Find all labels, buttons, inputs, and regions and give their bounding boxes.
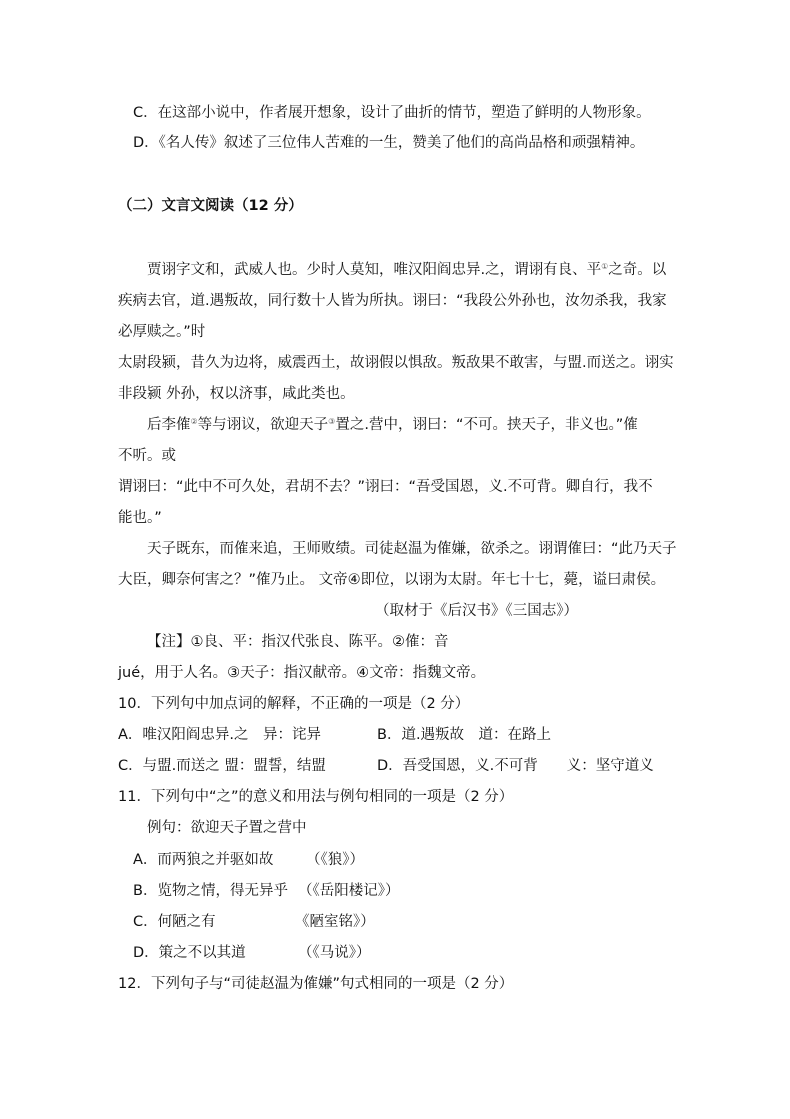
- notes-line: 【注】①良、平：指汉代张良、陈平。②傕：音: [147, 634, 449, 650]
- footnote-marker: ②: [190, 417, 198, 426]
- q11-option-b: B．览物之情，得无异乎: [133, 883, 288, 899]
- passage-line: 太尉段颍，昔久为边将，威震西土，故诩假以惧敌。叛敌果不敢害，与盟.而送之。诩实: [118, 355, 674, 371]
- passage-line: [147, 260, 666, 280]
- question-10-stem: 10．下列句中加点词的解释，不正确的一项是（2 分）: [118, 696, 470, 712]
- passage-line: 疾病去官，道.遇叛故，同行数十人皆为所执。诩曰：“我段公外孙也，汝勿杀我，我家: [118, 293, 667, 309]
- passage-text: 后李傕: [147, 417, 191, 433]
- notes-line: jué，用于人名。③天子：指汉献帝。④文帝：指魏文帝。: [118, 665, 486, 681]
- q11-option-d-source: （《马说》）: [298, 945, 371, 961]
- question-11-stem: 11．下列句中“之”的意义和用法与例句相同的一项是（2 分）: [118, 789, 514, 805]
- q11-option-d: D．策之不以其道: [133, 945, 246, 961]
- q10-option-d: D．吾受国恩，义.不可背 义：坚守道义: [377, 758, 654, 774]
- passage-line: 大臣，卿奈何害之？”傕乃止。 文帝④即位，以诩为太尉。年七十七，薨，谥曰肃侯。: [118, 572, 666, 588]
- q11-option-a: A．而两狼之并驱如故: [133, 852, 274, 868]
- passage-line: 谓诩曰：“此中不可久处，君胡不去？”诩曰：“吾受国恩，义.不可背。卿自行，我不: [118, 479, 653, 495]
- passage-text: 之奇。以: [608, 262, 667, 278]
- passage-text: 等与诩议，欲迎天子: [197, 417, 329, 433]
- passage-line: 能也。”: [118, 510, 162, 526]
- passage-line: 非段颍 外孙，权以济事，咸此类也。: [118, 386, 355, 402]
- q10-option-a: A．唯汉阳阎忠异.之 异：诧异: [118, 727, 322, 743]
- passage-line: 必厚赎之。”时: [118, 324, 206, 340]
- q10-option-c: C．与盟.而送之 盟：盟誓，结盟: [118, 758, 326, 774]
- passage-text: 贾诩字文和，武威人也。少时人莫知，唯汉阳阎忠异.之，谓诩有良、平: [147, 262, 602, 278]
- q11-option-c-source: 《陋室铭》）: [295, 914, 375, 930]
- prev-option-d: D．《名人传》叙述了三位伟人苦难的一生，赞美了他们的高尚品格和顽强精神。: [133, 135, 645, 151]
- q11-option-a-source: （《狼》）: [306, 852, 364, 868]
- q11-example: 例句：欲迎天子置之营中: [147, 820, 307, 836]
- q11-option-b-source: （《岳阳楼记》）: [298, 883, 400, 899]
- passage-line: 天子既东，而傕来追，王师败绩。司徒赵温为傕嫌，欲杀之。诩谓傕曰：“此乃天子: [147, 541, 677, 557]
- q10-option-b: B．道.遇叛故 道：在路上: [377, 727, 552, 743]
- passage-source: （取材于《后汉书》《三国志》）: [375, 603, 578, 619]
- footnote-marker: ①: [601, 262, 609, 271]
- footnote-marker: ③: [328, 417, 336, 426]
- passage-line: 不听。或: [118, 448, 176, 464]
- question-12-stem: 12．下列句子与“司徒赵温为傕嫌”句式相同的一项是（2 分）: [118, 976, 514, 992]
- section-title: （二）文言文阅读（12 分）: [118, 198, 303, 214]
- prev-option-c: C．在这部小说中，作者展开想象，设计了曲折的情节，塑造了鲜明的人物形象。: [133, 105, 651, 121]
- passage-text: 置之.营中，诩曰：“不可。挟天子，非义也。”傕: [335, 417, 638, 433]
- passage-line: [147, 415, 638, 435]
- q11-option-c: C．何陋之有: [133, 914, 216, 930]
